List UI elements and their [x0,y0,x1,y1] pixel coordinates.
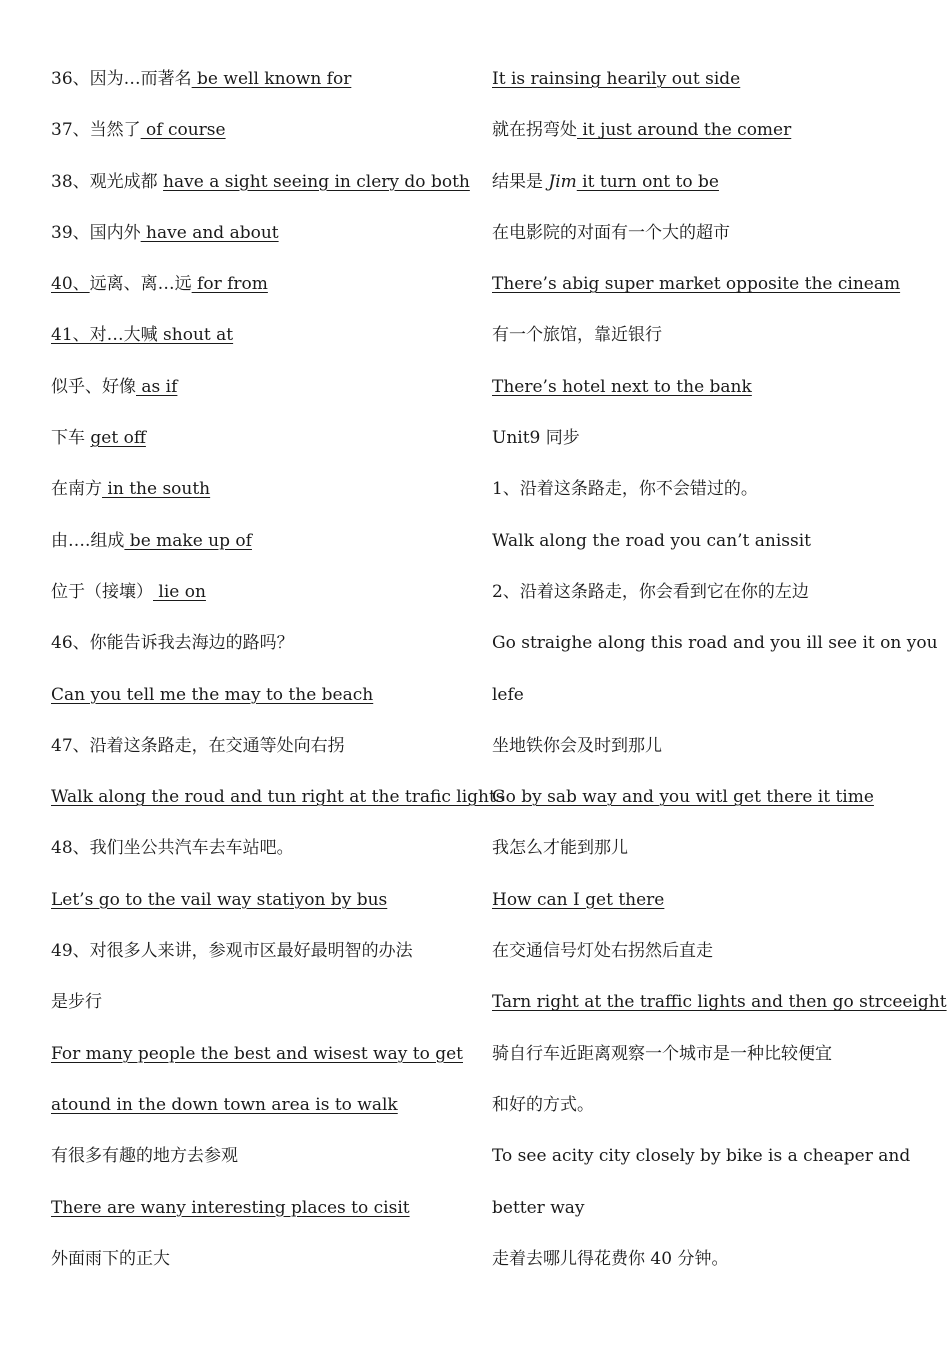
underlined-text: Go by sab way and you witl get there it time [492,787,874,808]
right-line [492,212,897,263]
line-text: 38、观光成都 [51,171,164,192]
left-line [51,725,456,776]
underlined-text: for from [191,274,268,295]
left-line [51,1187,456,1238]
underlined-text: There’s abig super market opposite the cineam [492,274,901,295]
underlined-text: 41、对…大喊 shout at [51,325,234,346]
line-text: 在南方 [51,479,102,500]
underlined-text: of course [140,120,226,141]
left-line [51,468,456,519]
right-line [492,161,897,212]
line-text: Jim [548,171,577,192]
left-line [51,263,456,314]
underlined-text: atound in the down town area is to walk [51,1094,398,1115]
left-line [51,109,456,160]
line-text: 在交通信号灯处右拐然后直走 [492,941,713,962]
line-text: 有一个旅馆，靠近银行 [492,325,662,346]
underlined-text: Let’s go to the vail way statiyon by bus [51,889,388,910]
underlined-text: There are wany interesting places to cisit [51,1197,410,1218]
left-line [51,161,470,212]
left-line [51,622,456,673]
right-line [492,981,947,1032]
left-line [51,879,456,930]
line-text: 骑自行车近距离观察一个城市是一种比较便宜 [492,1043,832,1064]
left-line [51,1084,456,1135]
line-text: 走着去哪儿得花费你 40 分钟。 [492,1248,729,1269]
line-text: Unit9 同步 [492,428,580,449]
left-line [51,314,456,365]
line-text: 我怎么才能到那儿 [492,838,628,859]
left-line [51,776,505,827]
underlined-text: in the south [102,479,211,500]
line-text: better way [492,1197,585,1218]
line-text: 和好的方式。 [492,1094,594,1115]
underlined-text: It is rainsing hearily out side [492,69,741,89]
line-text: To see acity city closely by bike is a cheaper and [492,1146,911,1167]
line-text: 47、沿着这条路走，在交通等处向右拐 [51,735,345,756]
line-text: 48、我们坐公共汽车去车站吧。 [51,838,294,859]
left-line [51,1033,463,1084]
line-text: Walk along the road you can’t anissit [492,530,812,551]
underlined-text: 40、 [51,274,90,295]
underlined-text: Tarn right at the traffic lights and then go strceeight [492,992,947,1013]
underlined-text: get off [90,428,146,449]
right-line [492,366,897,417]
line-text: 外面雨下的正大 [51,1248,170,1269]
right-line [492,263,901,314]
left-line [51,827,456,878]
left-line [51,1135,456,1186]
right-line [492,58,897,109]
left-line [51,1238,456,1289]
underlined-text: it just around the comer [577,120,792,141]
line-text: 2、沿着这条路走，你会看到它在你的左边 [492,581,809,602]
left-line [51,571,456,622]
underlined-text: it turn ont to be [576,171,719,192]
right-line [492,930,897,981]
right-line [492,725,897,776]
line-text: 位于（接壤） [51,581,153,602]
right-line [492,417,897,468]
underlined-text: Can you tell me the may to the beach [51,684,374,705]
underlined-text: For many people the best and wisest way to get [51,1043,463,1064]
left-line [51,58,456,109]
line-text: 是步行 [51,992,102,1013]
right-line [492,879,897,930]
left-column [51,58,505,1289]
left-line [51,674,456,725]
line-text: 就在拐弯处 [492,120,577,141]
right-line [492,1033,897,1084]
underlined-text: There’s hotel next to the bank [492,376,752,397]
line-text: 37、当然了 [51,120,141,141]
right-line [492,468,897,519]
right-line [492,1135,911,1186]
underlined-text: have a sight seeing in clery do both [163,171,470,192]
right-line [492,520,897,571]
line-text: 远离、离…远 [89,274,192,295]
underlined-text: be well known for [191,69,352,89]
line-text: 结果是 [492,171,549,192]
line-text: 似乎、好像 [51,376,136,397]
line-text: Go straighe along this road and you ill see it on you [492,633,938,654]
left-line [51,366,456,417]
right-column [492,58,947,1289]
right-line [492,1238,897,1289]
right-line [492,314,897,365]
underlined-text: be make up of [124,530,252,551]
line-text: lefe [492,684,524,705]
line-text: 坐地铁你会及时到那儿 [492,735,662,756]
right-line [492,622,938,673]
left-line [51,981,456,1032]
left-line [51,520,456,571]
right-line [492,109,897,160]
underlined-text: How can I get there [492,889,665,910]
right-line [492,674,897,725]
right-line [492,827,897,878]
right-line [492,1187,897,1238]
right-line [492,571,897,622]
line-text: 49、对很多人来讲，参观市区最好最明智的办法 [51,941,413,962]
left-line [51,930,456,981]
underlined-text: lie on [153,581,206,602]
underlined-text: as if [136,376,178,397]
right-line [492,776,897,827]
line-text: 下车 [51,428,91,449]
underlined-text: Walk along the roud and tun right at the trafic lights [51,787,505,808]
line-text: 46、你能告诉我去海边的路吗？ [51,633,294,654]
line-text: 有很多有趣的地方去参观 [51,1146,238,1167]
underlined-text: have and about [140,222,279,243]
line-text: 39、国内外 [51,222,141,243]
line-text: 36、因为…而著名 [51,69,192,89]
line-text: 1、沿着这条路走，你不会错过的。 [492,479,758,500]
line-text: 在电影院的对面有一个大的超市 [492,222,730,243]
left-line [51,212,456,263]
line-text: 由….组成 [51,530,125,551]
right-line [492,1084,897,1135]
left-line [51,417,456,468]
